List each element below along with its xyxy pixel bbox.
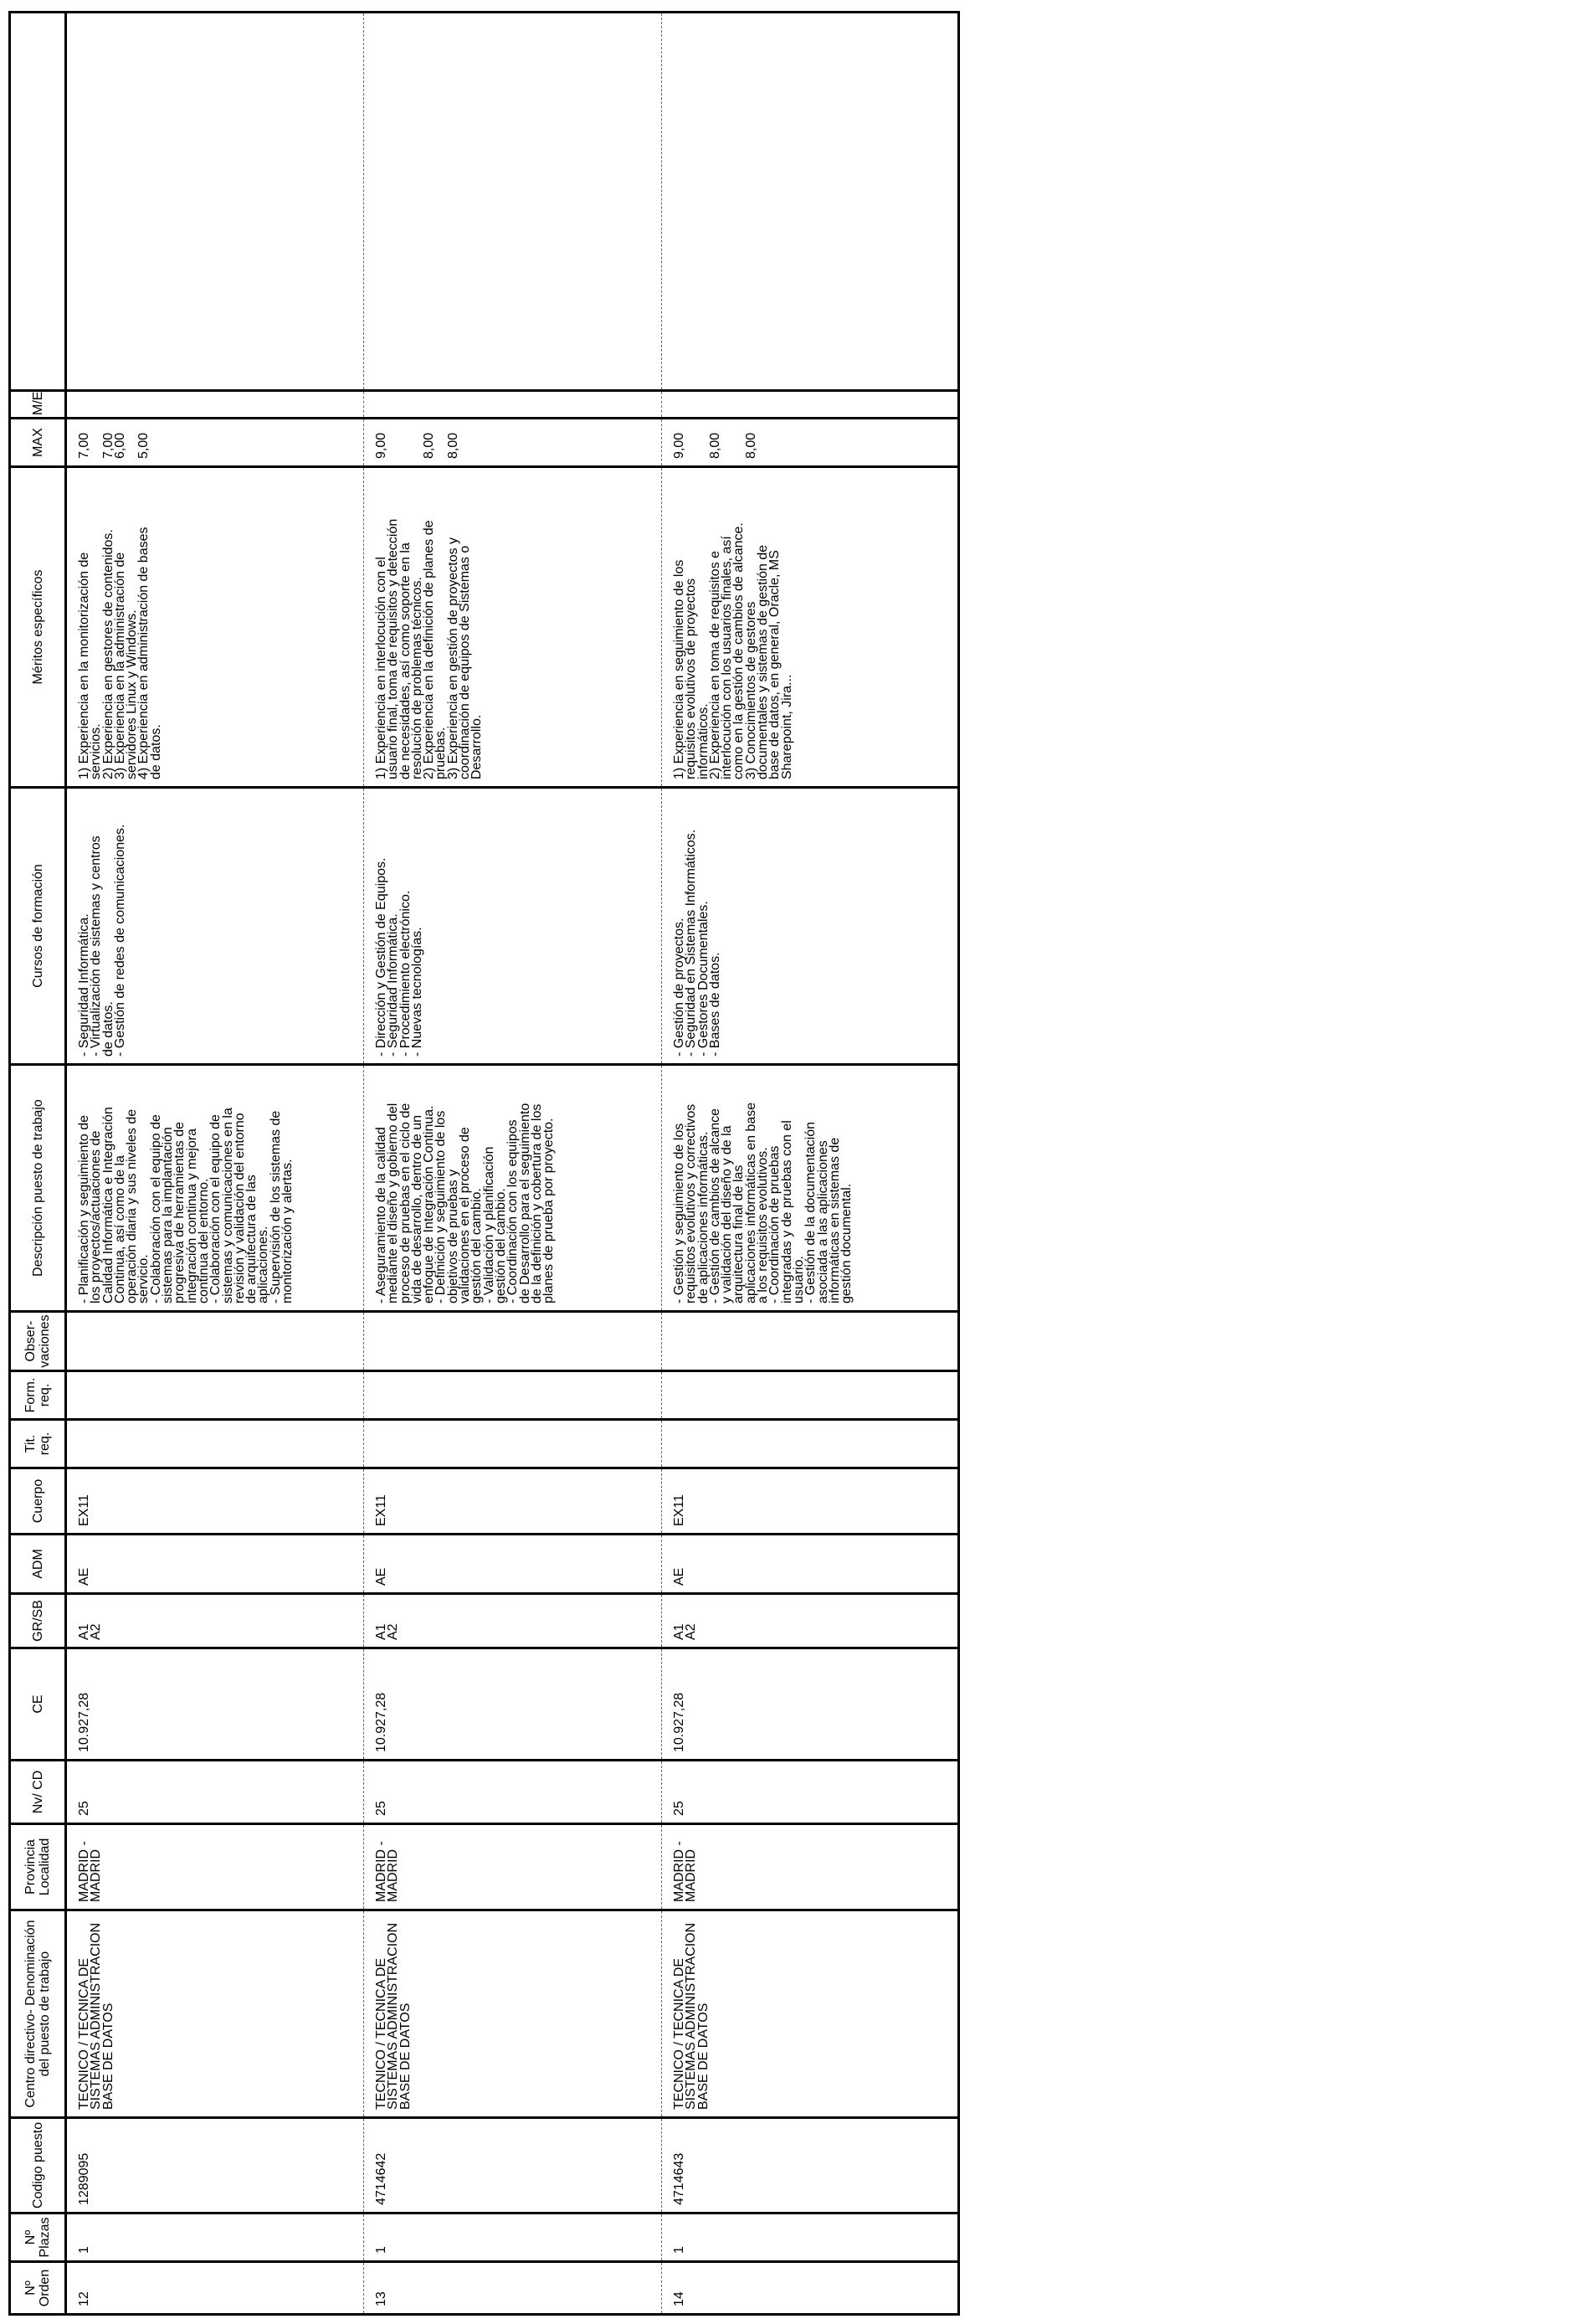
centro-cell: TECNICO / TECNICA DE SISTEMAS ADMINISTRACION BASE DE DATOS <box>662 1910 959 2118</box>
nivel-cell: 25 <box>364 1761 662 1824</box>
header-max: MAX <box>10 419 66 467</box>
blank-cell <box>66 13 364 391</box>
header-plazas: Nº Plazas <box>10 2213 66 2262</box>
codigo-cell: 4714642 <box>364 2118 662 2213</box>
header-row <box>10 13 66 2315</box>
adm-cell: AE <box>662 1535 959 1594</box>
max-cell: 7,00 7,00 6,00 5,00 <box>66 419 364 467</box>
titulacion-cell <box>66 1420 364 1468</box>
job-positions-table <box>8 11 960 2316</box>
header-codigo: Codigo puesto <box>10 2118 66 2213</box>
ce-cell: 10.927,28 <box>662 1648 959 1761</box>
provincia-cell: MADRID - MADRID <box>662 1824 959 1910</box>
header-ce: CE <box>10 1648 66 1761</box>
me-cell <box>662 391 959 419</box>
observaciones-cell <box>66 1312 364 1371</box>
header-titulacion: Tit. req. <box>10 1420 66 1468</box>
header-observaciones: Obser- vaciones <box>10 1312 66 1371</box>
adm-cell: AE <box>66 1535 364 1594</box>
cuerpo-cell: EX11 <box>66 1468 364 1535</box>
nivel-cell: 25 <box>662 1761 959 1824</box>
descripcion-cell: - Aseguramiento de la calidad mediante el diseño y gobierno del proceso de pruebas en el ciclo de vida de desarrollo, dentro de un enfoque de Integración Continua. - Definición y seguimiento de los objetivos de pruebas y validaciones en el proceso de gestión del cambio. - Validación y planificación gestión del cambio. - Coordinación con los equipos de Desarrollo para el seguimiento de la definición y cobertura de los planes de prueba por proyecto. <box>364 1065 662 1312</box>
blank-cell <box>364 13 662 391</box>
titulacion-cell <box>364 1420 662 1468</box>
formacion-cell <box>66 1371 364 1420</box>
max-cell: 9,00 8,00 8,00 <box>662 419 959 467</box>
header-cursos: Cursos de formación <box>10 788 66 1065</box>
formacion-cell <box>662 1371 959 1420</box>
provincia-cell: MADRID - MADRID <box>66 1824 364 1910</box>
me-cell <box>364 391 662 419</box>
orden-cell: 14 <box>662 2262 959 2315</box>
descripcion-cell: - Planificación y seguimiento de los proyectos/actuaciones de Calidad Informática e Integración Continua, así como de la operación diaria y sus niveles de servicio. - Colaboración con el equipo de sistemas para la implantación progresiva de herramientas de integración continua y mejora continua del entorno. - Colaboración con el equipo de sistemas y comunicaciones en la revisión y validación del entorno de arquitectura de las aplicaciones. - Supervisión de los sistemas de monitorización y alertas. <box>66 1065 364 1312</box>
table-row <box>662 13 959 2315</box>
header-nivel: Nv/ CD <box>10 1761 66 1824</box>
meritos-cell: 1) Experiencia en la monitorización de servicios. 2) Experiencia en gestores de contenidos. 3) Experiencia en la administración de servidores Linux y Windows. 4) Experiencia en administración de bases de datos. <box>66 467 364 788</box>
header-provincia: Provincia Localidad <box>10 1824 66 1910</box>
cursos-cell: - Dirección y Gestión de Equipos. - Seguridad Informática. - Procedimiento electrónico. - Nuevas tecnologías. <box>364 788 662 1065</box>
formacion-cell <box>364 1371 662 1420</box>
meritos-cell: 1) Experiencia en interlocución con el usuario final, toma de requisitos y detección de necesidades, así como soporte en la resolución de problemas técnicos. 2) Experiencia en la definición de planes de pruebas. 3) Experiencia en gestión de proyectos y coordinación de equipos de Sistemas o Desarrollo. <box>364 467 662 788</box>
header-centro: Centro directivo- Denominación del puesto de trabajo <box>10 1910 66 2118</box>
grupo-cell: A1 A2 <box>66 1594 364 1648</box>
grupo-cell: A1 A2 <box>364 1594 662 1648</box>
ce-cell: 10.927,28 <box>66 1648 364 1761</box>
header-formacion: Form. req. <box>10 1371 66 1420</box>
header-meritos: Méritos específicos <box>10 467 66 788</box>
grupo-cell: A1 A2 <box>662 1594 959 1648</box>
nivel-cell: 25 <box>66 1761 364 1824</box>
plazas-cell: 1 <box>66 2213 364 2262</box>
codigo-cell: 4714643 <box>662 2118 959 2213</box>
provincia-cell: MADRID - MADRID <box>364 1824 662 1910</box>
titulacion-cell <box>662 1420 959 1468</box>
orden-cell: 12 <box>66 2262 364 2315</box>
cuerpo-cell: EX11 <box>662 1468 959 1535</box>
centro-cell: TECNICO / TECNICA DE SISTEMAS ADMINISTRACION BASE DE DATOS <box>364 1910 662 2118</box>
header-adm: ADM <box>10 1535 66 1594</box>
observaciones-cell <box>364 1312 662 1371</box>
max-cell: 9,00 8,00 8,00 <box>364 419 662 467</box>
header-descripcion: Descripción puesto de trabajo <box>10 1065 66 1312</box>
me-cell <box>66 391 364 419</box>
blank-margin-column <box>10 13 66 391</box>
codigo-cell: 1289095 <box>66 2118 364 2213</box>
orden-cell: 13 <box>364 2262 662 2315</box>
descripcion-cell: - Gestión y seguimiento de los requisitos evolutivos y correctivos de aplicaciones informáticas. - Gestión de cambios de alcance y validación del diseño y de la arquitectura final de las aplicaciones informáticas en base a los requisitos evolutivos. - Coordinación de pruebas integradas y de pruebas con el usuario. - Gestión de la documentación asociada a las aplicaciones informáticas en sistemas de gestión documental. <box>662 1065 959 1312</box>
plazas-cell: 1 <box>364 2213 662 2262</box>
adm-cell: AE <box>364 1535 662 1594</box>
header-cuerpo: Cuerpo <box>10 1468 66 1535</box>
cursos-cell: - Gestión de proyectos. - Seguridad en Sistemas Informáticos. - Gestores Documentales. - Bases de datos. <box>662 788 959 1065</box>
header-orden: Nº Orden <box>10 2262 66 2315</box>
cuerpo-cell: EX11 <box>364 1468 662 1535</box>
ce-cell: 10.927,28 <box>364 1648 662 1761</box>
observaciones-cell <box>662 1312 959 1371</box>
header-grupo: GR/SB <box>10 1594 66 1648</box>
meritos-cell: 1) Experiencia en seguimiento de los requisitos evolutivos de proyectos informáticos. 2) Experiencia en toma de requisitos e interlocución con los usuarios finales, así como en la gestión de cambios de alcance. 3) Conocimientos de gestores documentales y sistemas de gestión de base de datos, en general, Oracle, MS Sharepoint, Jira... <box>662 467 959 788</box>
centro-cell: TECNICO / TECNICA DE SISTEMAS ADMINISTRACION BASE DE DATOS <box>66 1910 364 2118</box>
cursos-cell: - Seguridad Informática. - Virtualización de sistemas y centros de datos. - Gestión de redes de comunicaciones. <box>66 788 364 1065</box>
plazas-cell: 1 <box>662 2213 959 2262</box>
blank-cell <box>662 13 959 391</box>
table-row <box>364 13 662 2315</box>
table-row <box>66 13 364 2315</box>
header-me: M/E <box>10 391 66 419</box>
